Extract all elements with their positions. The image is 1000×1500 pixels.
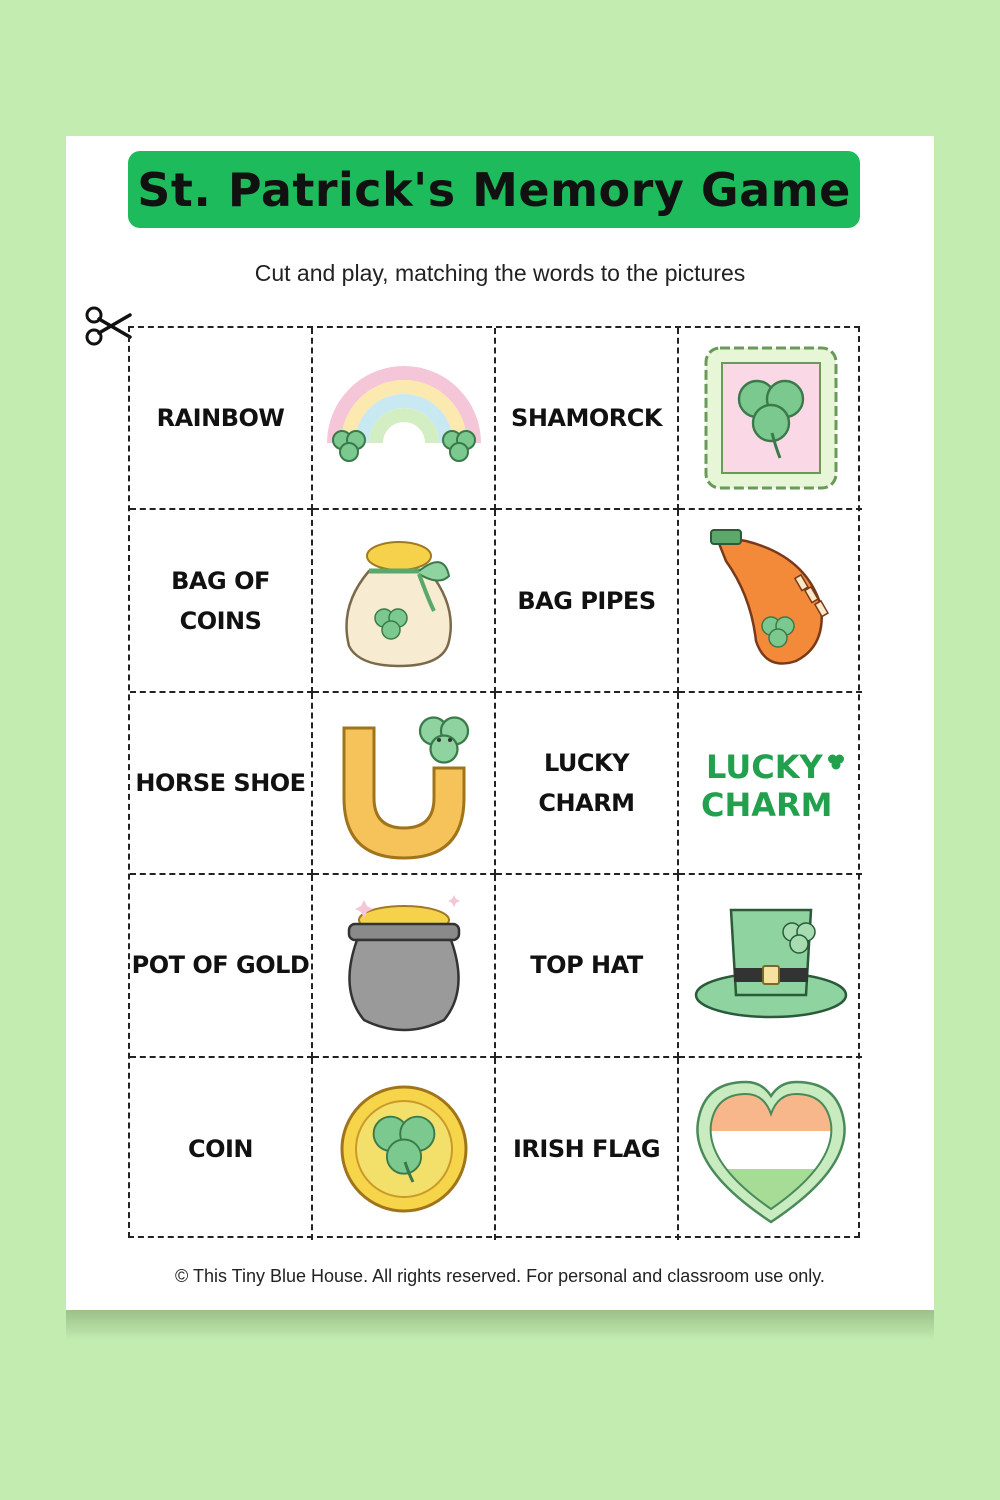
page-title: St. Patrick's Memory Game [137,162,851,217]
card-picture-lucky-charm [679,693,862,875]
worksheet-page [66,136,934,1310]
rainbow-icon [319,333,489,503]
coin-icon [319,1064,489,1234]
card-word-label: LUCKY CHARM [538,748,635,817]
shamrock-stamp-icon [686,333,856,503]
card-grid [128,326,860,1238]
card-word-label: HORSE SHOE [135,768,306,797]
card-word-rainbow [130,328,313,510]
card-picture-pot-of-gold [313,875,496,1057]
card-word-label: IRISH FLAG [512,1134,661,1163]
top-hat-icon [686,880,856,1050]
card-word-shamrock [496,328,679,510]
card-picture-top-hat [679,875,862,1057]
card-word-lucky-charm [496,693,679,875]
pot-of-gold-icon [319,880,489,1050]
page-subtitle: Cut and play, matching the words to the pictures [254,260,746,286]
card-picture-bag-of-coins [313,510,496,692]
lucky-charm-icon [686,698,856,868]
card-picture-irish-flag [679,1058,862,1240]
bag-of-coins-icon [319,516,489,686]
horseshoe-icon [319,698,489,868]
card-word-label: COIN [187,1134,254,1163]
bagpipes-icon [686,516,856,686]
irish-flag-heart-icon [686,1064,856,1234]
card-word-coin [130,1058,313,1240]
lucky-art-line2: CHARM [700,785,833,824]
card-word-horse-shoe [130,693,313,875]
card-word-label: BAG PIPES [517,586,656,615]
copyright-footer: © This Tiny Blue House. All rights reserved. For personal and classroom use only. [175,1266,825,1286]
card-word-label: TOP HAT [530,951,643,980]
card-word-label: SHAMORCK [511,404,662,433]
card-picture-shamrock [679,328,862,510]
scissors-icon [84,306,134,346]
card-word-bag-of-coins [130,510,313,692]
card-picture-bag-pipes [679,510,862,692]
page-shadow [66,1310,934,1340]
card-word-label: BAG OF COINS [171,566,270,635]
lucky-art-line1: LUCKY [705,747,823,786]
card-picture-horse-shoe [313,693,496,875]
card-picture-rainbow [313,328,496,510]
card-word-irish-flag [496,1058,679,1240]
title-banner [128,151,860,228]
card-picture-coin [313,1058,496,1240]
card-word-label: POT OF GOLD [131,951,310,980]
card-word-label: RAINBOW [156,404,285,433]
card-word-bag-pipes [496,510,679,692]
card-word-pot-of-gold [130,875,313,1057]
card-word-top-hat [496,875,679,1057]
